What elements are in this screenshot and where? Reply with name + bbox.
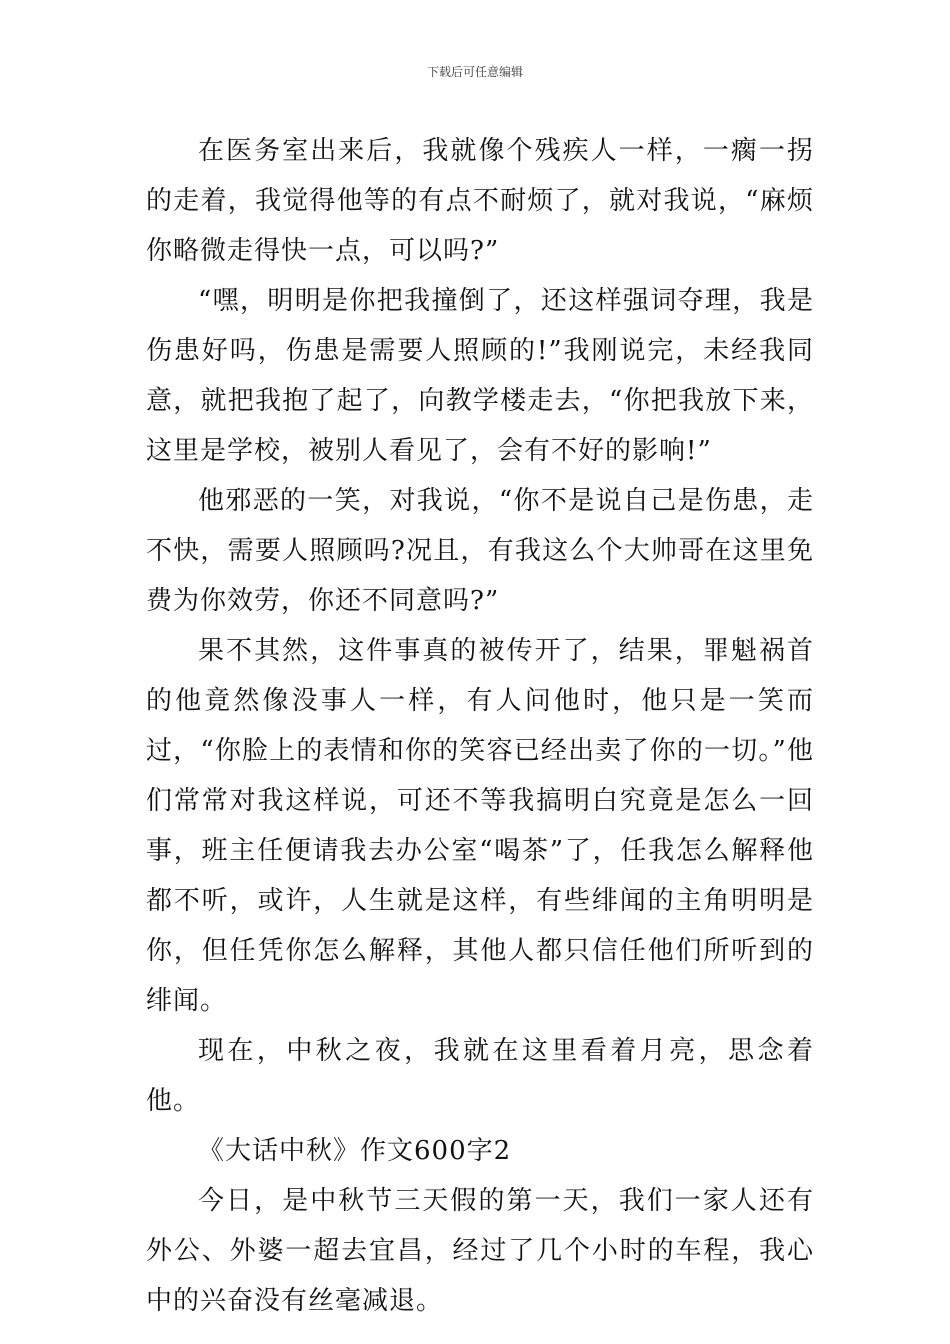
paragraph: “嘿，明明是你把我撞倒了，还这样强词夺理，我是伤患好吗，伤患是需要人照顾的!”我刚说完，未经我同意，就把我抱了起了，向教学楼走去，“你把我放下来，这里是学校，被别人看见了，会有不好的影响!”	[146, 286, 814, 466]
paragraph: 在医务室出来后，我就像个残疾人一样，一瘸一拐的走着，我觉得他等的有点不耐烦了，就对我说，“麻烦你略微走得快一点，可以吗?”	[146, 136, 814, 266]
paragraph: 果不其然，这件事真的被传开了，结果，罪魁祸首的他竟然像没事人一样，有人问他时，他只是一笑而过，“你脸上的表情和你的笑容已经出卖了你的一切。”他们常常对我这样说，可还不等我搞明白究竟是怎么一回事，班主任便请我去办公室“喝茶”了，任我怎么解释他都不听，或许，人生就是这样，有些绯闻的主角明明是你，但任凭你怎么解释，其他人都只信任他们所听到的绯闻。	[146, 636, 814, 1016]
paragraph: 现在，中秋之夜，我就在这里看着月亮，思念着他。	[146, 1036, 814, 1116]
document-body	[146, 126, 814, 1326]
section-title: 《大话中秋》作文600字2	[198, 1136, 512, 1166]
page-header-note: 下载后可任意编辑	[426, 65, 523, 79]
paragraph: 今日，是中秋节三天假的第一天，我们一家人还有外公、外婆一超去宜昌，经过了几个小时的车程，我心中的兴奋没有丝毫减退。	[146, 1186, 814, 1316]
paragraph: 他邪恶的一笑，对我说，“你不是说自己是伤患，走不快，需要人照顾吗?况且，有我这么个大帅哥在这里免费为你效劳，你还不同意吗?”	[146, 486, 814, 616]
